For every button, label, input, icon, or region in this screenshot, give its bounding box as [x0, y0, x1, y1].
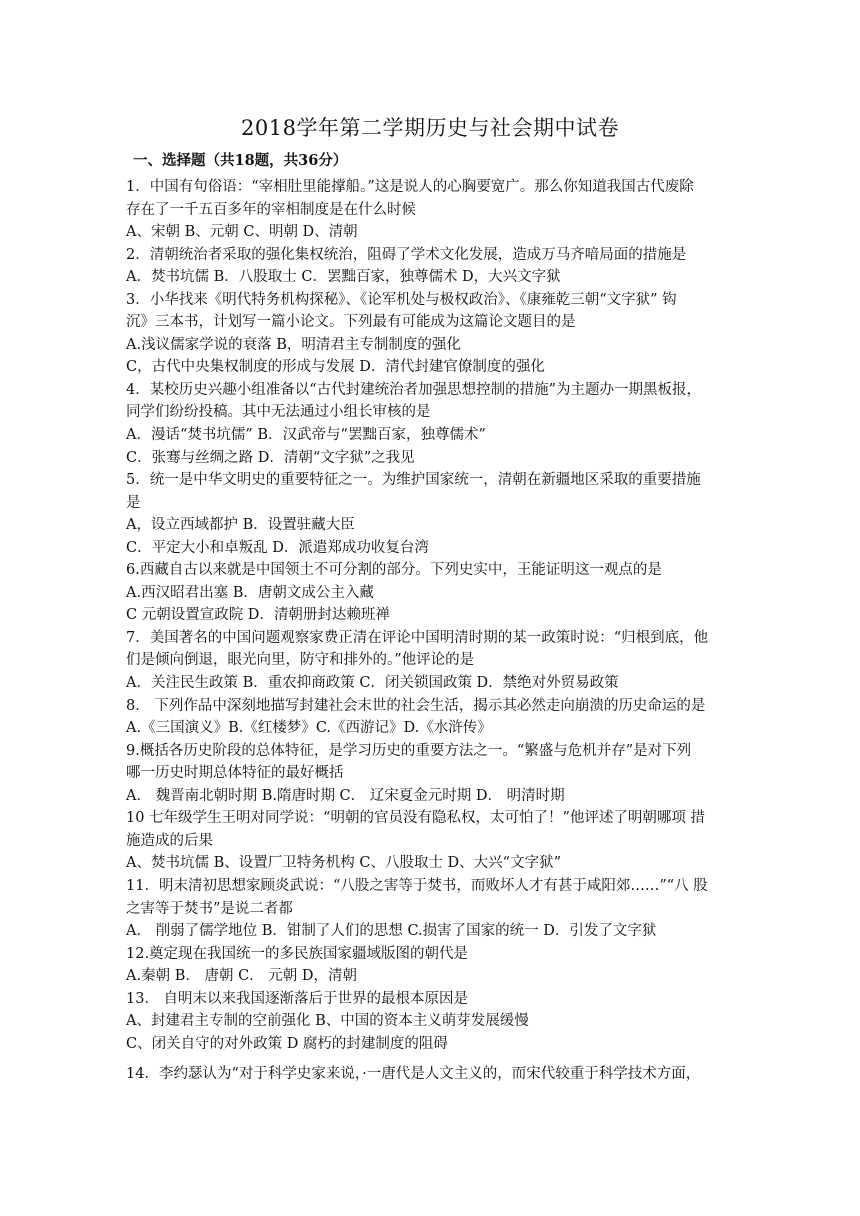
question-line: C．张骞与丝绸之路 D．清朝“文字狱”之我见	[126, 449, 415, 466]
question-line: A.《三国演义》B.《红楼梦》C.《西游记》D.《水浒传》	[126, 720, 492, 737]
page-title: 2018学年第二学期历史与社会期中试卷	[241, 116, 619, 140]
question-line: A，设立西域都护 B．设置驻藏大臣	[126, 517, 355, 534]
question-line: A.秦朝 B． 唐朝 C． 元朝 D，清朝	[126, 968, 358, 985]
question-line: 之害等于焚书”是说二者都	[126, 900, 293, 917]
question-line: 10 七年级学生王明对同学说：“明朝的官员没有隐私权，太可怕了！”他评述了明朝哪项 措	[126, 810, 705, 827]
question-line: 13． 自明末以来我国逐渐落后于世界的最根本原因是	[126, 990, 469, 1007]
question-lines	[126, 176, 736, 1086]
question-line: 施造成的后果	[126, 832, 213, 849]
question-line: A.西汉昭君出塞 B．唐朝文成公主入藏	[126, 584, 374, 601]
question-line: C，古代中央集权制度的形成与发展 D．清代封建官僚制度的强化	[126, 359, 545, 376]
question-line: 们是倾向倒退，眼光向里，防守和排外的。”他评论的是	[126, 652, 475, 669]
question-line: A、封建君主专制的空前强化 B、中国的资本主义萌芽发展缓慢	[126, 1013, 529, 1030]
question-line: 11．明末清初思想家顾炎武说：“八股之害等于焚书，而败坏人才有甚于咸阳郊……”“八 股	[126, 877, 708, 894]
question-line: A． 魏晋南北朝时期 B.隋唐时期 C． 辽宋夏金元时期 D． 明清时期	[126, 787, 565, 804]
question-line: 沉》三本书，计划写一篇小论文。下列最有可能成为这篇论文题目的是	[126, 314, 576, 331]
question-line: 12.奠定现在我国统一的多民族国家疆域版图的朝代是	[126, 945, 469, 962]
question-line: 哪一历史时期总体特征的最好概括	[126, 765, 344, 782]
question-line: 4．某校历史兴趣小组准备以“古代封建统治者加强思想控制的措施”为主题办一期黑板报，	[126, 381, 702, 398]
question-line: 同学们纷纷投稿。其中无法通过小组长审核的是	[126, 404, 431, 421]
question-line: 7．美国著名的中国问题观察家费正清在评论中国明清时期的某一政策时说：“归根到底，他	[126, 629, 709, 646]
question-line: 2．清朝统治者采取的强化集权统治，阻碍了学术文化发展，造成万马齐喑局面的措施是	[126, 246, 687, 263]
question-line: A． 削弱了儒学地位 B．钳制了人们的思想 C.损害了国家的统一 D．引发了文字狱	[126, 923, 657, 940]
question-line: A．焚书坑儒 B．八股取士 C．罢黜百家，独尊儒术 D，大兴文字狱	[126, 269, 561, 286]
question-line: C．平定大小和卓叛乱 D．派遣郑成功收复台湾	[126, 539, 429, 556]
question-line: 14．李约瑟认为“对于科学史家来说，·一唐代是人文主义的，而宋代较重于科学技术方面，	[126, 1066, 701, 1083]
question-line: A、宋朝 B、元朝 C、明朝 D、清朝	[126, 224, 358, 241]
question-line: 1．中国有句俗语：“宰相肚里能撑船。”这是说人的心胸要宽广。那么你知道我国古代废除	[126, 179, 694, 195]
question-line: A．漫话“焚书坑儒” B．汉武帝与“罢黜百家，独尊儒术”	[126, 427, 486, 444]
question-line: 存在了一千五百多年的宰相制度是在什么时候	[126, 201, 416, 218]
question-line: 8． 下列作品中深刻地描写封建社会末世的社会生活，揭示其必然走向崩溃的历史命运的是	[126, 697, 706, 714]
question-line: 5．统一是中华文明史的重要特征之一。为维护国家统一，清朝在新疆地区采取的重要措施	[126, 472, 701, 489]
question-line: 3．小华找来《明代特务机构探秘》、《论军机处与极权政治》、《康雍乾三朝“文字狱” 钩	[126, 291, 677, 308]
question-line: A.浅议儒家学说的衰落 B，明清君主专制制度的强化	[126, 336, 461, 353]
question-line: 6.西藏自古以来就是中国领土不可分割的部分。下列史实中，王能证明这一观点的是	[126, 562, 662, 579]
section-heading: 一、选择题（共18题，共36分）	[133, 152, 348, 169]
question-line: 9.概括各历史阶段的总体特征，是学习历史的重要方法之一。“繁盛与危机并存”是对下列	[126, 742, 692, 759]
question-line: C、闭关自守的对外政策 D 腐朽的封建制度的阻碍	[126, 1035, 448, 1052]
question-line: 是	[126, 494, 141, 511]
question-line: A、焚书坑儒 B、设置厂卫特务机构 C、八股取士 D、大兴“文字狱”	[126, 855, 561, 872]
question-line: A．关注民生政策 B．重农抑商政策 C．闭关锁国政策 D．禁绝对外贸易政策	[126, 675, 619, 692]
question-line: C 元朝设置宣政院 D．清朝册封达赖班禅	[126, 607, 390, 624]
